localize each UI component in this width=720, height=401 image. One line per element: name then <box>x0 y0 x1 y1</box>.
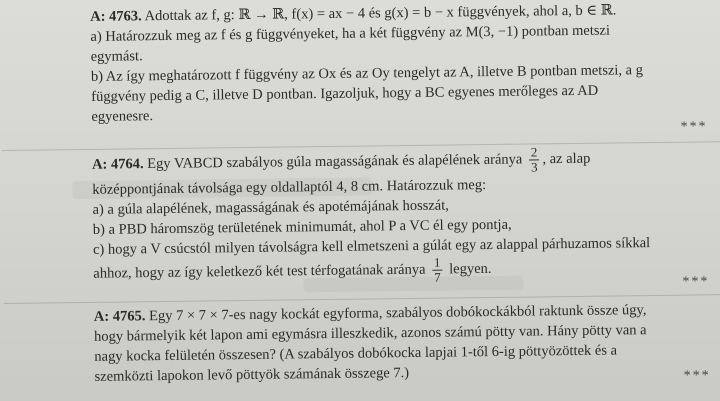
fraction-denominator: 7 <box>434 269 441 285</box>
problem-4764-part-b: b) a PBD háromszög területének minimumát, ahol P a VC él egy pontja, <box>92 216 512 238</box>
part-c-text: c) hogy a V csúcstól milyen távolságra kell elmetszeni a gúlát egy az alappal párhuzamos síkkal ahhoz, hogy az így keletkező két test térfogatának aránya <box>92 235 651 282</box>
problem-4765-statement <box>64 300 655 387</box>
problem-number: A: 4763. <box>90 8 142 25</box>
problem-4764-statement <box>62 144 653 200</box>
problem-4763 <box>60 0 651 127</box>
problem-4764-part-a: a) a gúla alapélének, magasságának és apotémájának hosszát, <box>92 197 449 218</box>
fraction-numerator: 2 <box>529 145 540 160</box>
problem-4764-part-c <box>63 233 654 289</box>
problem-4765 <box>64 300 655 387</box>
problem-number: A: 4765. <box>93 308 146 325</box>
separator-stars: *** <box>682 274 710 290</box>
separator-stars: *** <box>683 368 711 384</box>
problem-4764 <box>62 144 654 289</box>
problem-number: A: 4764. <box>91 156 144 173</box>
problem-text: Adottak az f, g: ℝ → ℝ, f(x) = ax − 4 és g(x) = b − x függvények, ahol a, b ∈ ℝ. <box>144 2 617 25</box>
fraction <box>432 256 443 285</box>
problem-text: Egy VABCD szabályos gúla magasságának és alapélének aránya <box>147 151 523 173</box>
part-c-text-end: legyen. <box>449 260 492 278</box>
problem-4763-part-a: a) Határozzuk meg az f és g függvényeket, ha a két függvény az M(3, −1) pontban metszi egymást. <box>90 22 611 65</box>
problem-4763-part-b: b) Az így meghatározott f függvény az Ox és az Oy tengelyt az A, illetve B pontban metszi, a g függvény pedig a C, illetve D pontban. Igazoljuk, hogy a BC egyenes merőleges az AD egyenesre. <box>90 62 644 125</box>
fraction-denominator: 3 <box>530 159 538 175</box>
problem-text: Egy 7 × 7 × 7-es nagy kockát egyforma, szabályos dobókockákból raktunk össze úgy, hogy bármelyik két lapon ami egymásra illeszkedik, azonos számú pötty van. Hány pötty van a nagy kocka felületén összesen? (A szabályos dobókocka lapjai 1-től 6-ig pöttyözöttek és a szemközti lapokon levő pöttyök számának összege 7.) <box>94 302 647 385</box>
fraction <box>529 145 540 174</box>
fraction-numerator: 1 <box>432 256 443 271</box>
separator-stars: *** <box>680 119 708 135</box>
problem-text-cont: , az alap középpontjának távolsága egy oldallaptól 4, 8 cm. Határozzuk meg: <box>92 150 591 198</box>
